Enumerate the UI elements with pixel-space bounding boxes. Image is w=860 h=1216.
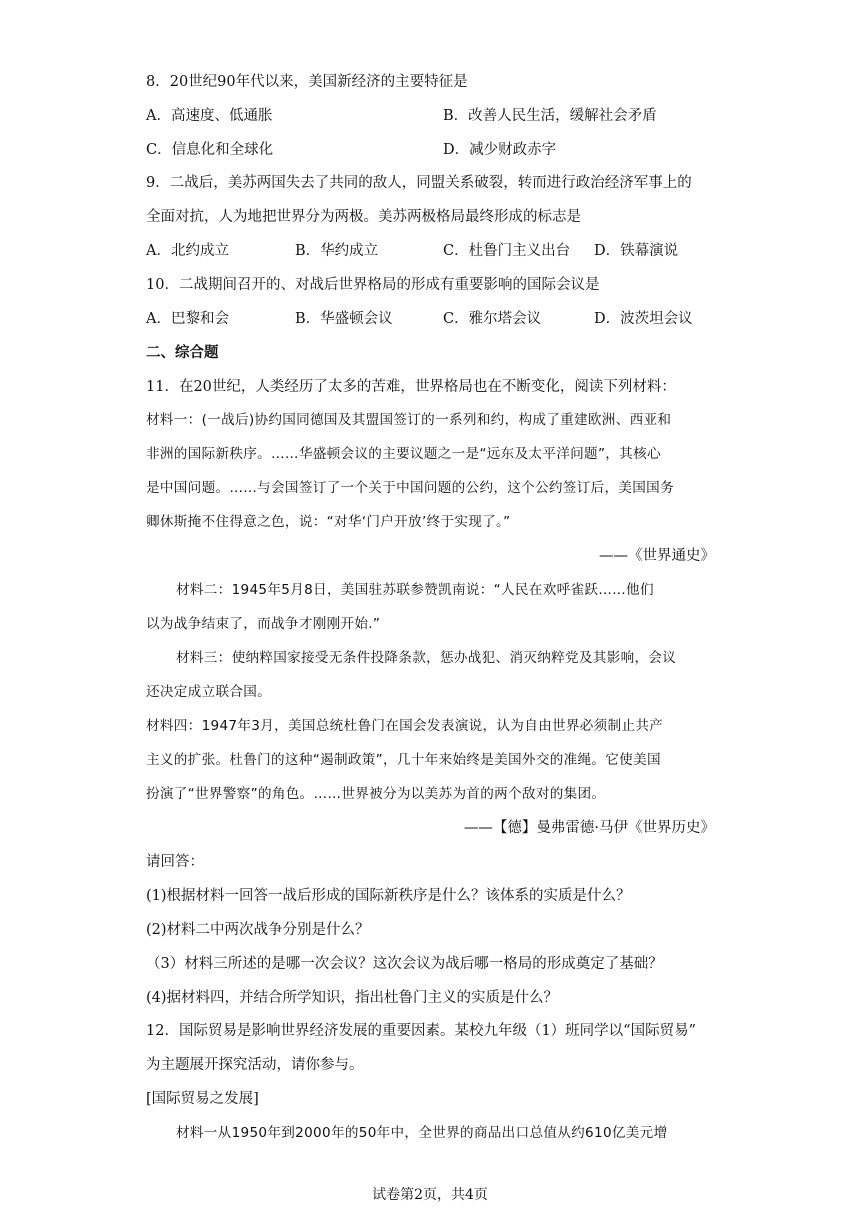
question-12-stem-line1: 12．国际贸易是影响世界经济发展的重要因素。某校九年级（1）班同学以“国际贸易” (146, 1023, 696, 1039)
question-9-stem-line2: 全面对抗，人为地把世界分为两极。美苏两极格局最终形成的标志是 (146, 209, 581, 225)
q11-subquestion-4: (4)据材料四，并结合所学知识，指出杜鲁门主义的实质是什么？ (146, 990, 559, 1006)
q11-subquestion-2: (2)材料二中两次战争分别是什么？ (146, 922, 370, 938)
q10-option-d: D．波茨坦会议 (594, 311, 693, 327)
q11-material-1-line1: 材料一：(一战后)协约国同德国及其盟国签订的一系列和约，构成了重建欧洲、西亚和 (146, 412, 672, 428)
q8-option-a: A．高速度、低通胀 (146, 108, 273, 124)
q11-material-2-line1: 材料二：1945年5月8日，美国驻苏联参赞凯南说：“人民在欢呼雀跃……他们 (176, 582, 654, 598)
question-8-stem: 8．20世纪90年代以来，美国新经济的主要特征是 (146, 74, 468, 90)
question-9-stem-line1: 9．二战后，美苏两国失去了共同的敌人，同盟关系破裂，转而进行政治经济军事上的 (146, 175, 692, 191)
q11-material-4-line1: 材料四：1947年3月，美国总统杜鲁门在国会发表演说，认为自由世界必须制止共产 (146, 718, 664, 734)
q8-option-d: D．减少财政赤字 (443, 142, 557, 158)
q11-material-3-line2: 还决定成立联合国。 (146, 684, 272, 700)
q8-option-c: C．信息化和全球化 (146, 142, 274, 158)
q8-option-b: B．改善人民生活，缓解社会矛盾 (443, 108, 657, 124)
q11-material-1-line3: 是中国问题。……与会国签订了一个关于中国问题的公约，这个公约签订后，美国国务 (146, 480, 674, 496)
q11-subquestion-1: (1)根据材料一回答一战后形成的国际新秩序是什么？该体系的实质是什么？ (146, 888, 631, 904)
q10-option-a: A．巴黎和会 (146, 311, 229, 327)
q9-option-c: C．杜鲁门主义出台 (443, 243, 571, 259)
question-10-stem: 10．二战期间召开的、对战后世界格局的形成有重要影响的国际会议是 (146, 277, 600, 293)
q11-prompt: 请回答： (146, 854, 204, 870)
question-11-stem: 11．在20世纪，人类经历了太多的苦难，世界格局也在不断变化，阅读下列材料： (146, 379, 676, 395)
q11-material-4-line3: 扮演了“世界警察”的角色。……世界被分为以美苏为首的两个敌对的集团。 (146, 786, 606, 802)
q10-option-b: B．华盛顿会议 (295, 311, 393, 327)
section-2-title: 二、综合题 (146, 344, 219, 361)
q9-option-a: A．北约成立 (146, 243, 229, 259)
q12-material-1-line1: 材料一从1950年到2000年的50年中，全世界的商品出口总值从约610亿美元增 (176, 1125, 668, 1141)
q10-option-c: C．雅尔塔会议 (443, 311, 542, 327)
question-12-stem-line2: 为主题展开探究活动，请你参与。 (146, 1057, 364, 1073)
q11-material-2-line2: 以为战争结束了，而战争才刚刚开始.” (146, 616, 381, 632)
page-footer: 试卷第2页，共4页 (372, 1187, 488, 1203)
q11-material-4-source: ——【德】曼弗雷德·马伊《世界历史》 (463, 820, 715, 836)
q11-subquestion-3: （3）材料三所述的是哪一次会议？这次会议为战后哪一格局的形成奠定了基础？ (146, 956, 663, 972)
q12-subheading: [国际贸易之发展] (146, 1091, 259, 1107)
q11-material-1-source: ——《世界通史》 (599, 548, 715, 564)
q11-material-4-line2: 主义的扩张。杜鲁门的这种“遏制政策”，几十年来始终是美国外交的准绳。它使美国 (146, 752, 661, 768)
q11-material-3-line1: 材料三：使纳粹国家接受无条件投降条款，惩办战犯、消灭纳粹党及其影响，会议 (176, 650, 677, 666)
q11-material-1-line4: 卿休斯掩不住得意之色，说：“对华‘门户开放’终于实现了。” (146, 514, 511, 530)
q9-option-b: B．华约成立 (295, 243, 379, 259)
q11-material-1-line2: 非洲的国际新秩序。……华盛顿会议的主要议题之一是“远东及太平洋问题”，其核心 (146, 446, 661, 462)
q9-option-d: D．铁幕演说 (594, 243, 679, 259)
